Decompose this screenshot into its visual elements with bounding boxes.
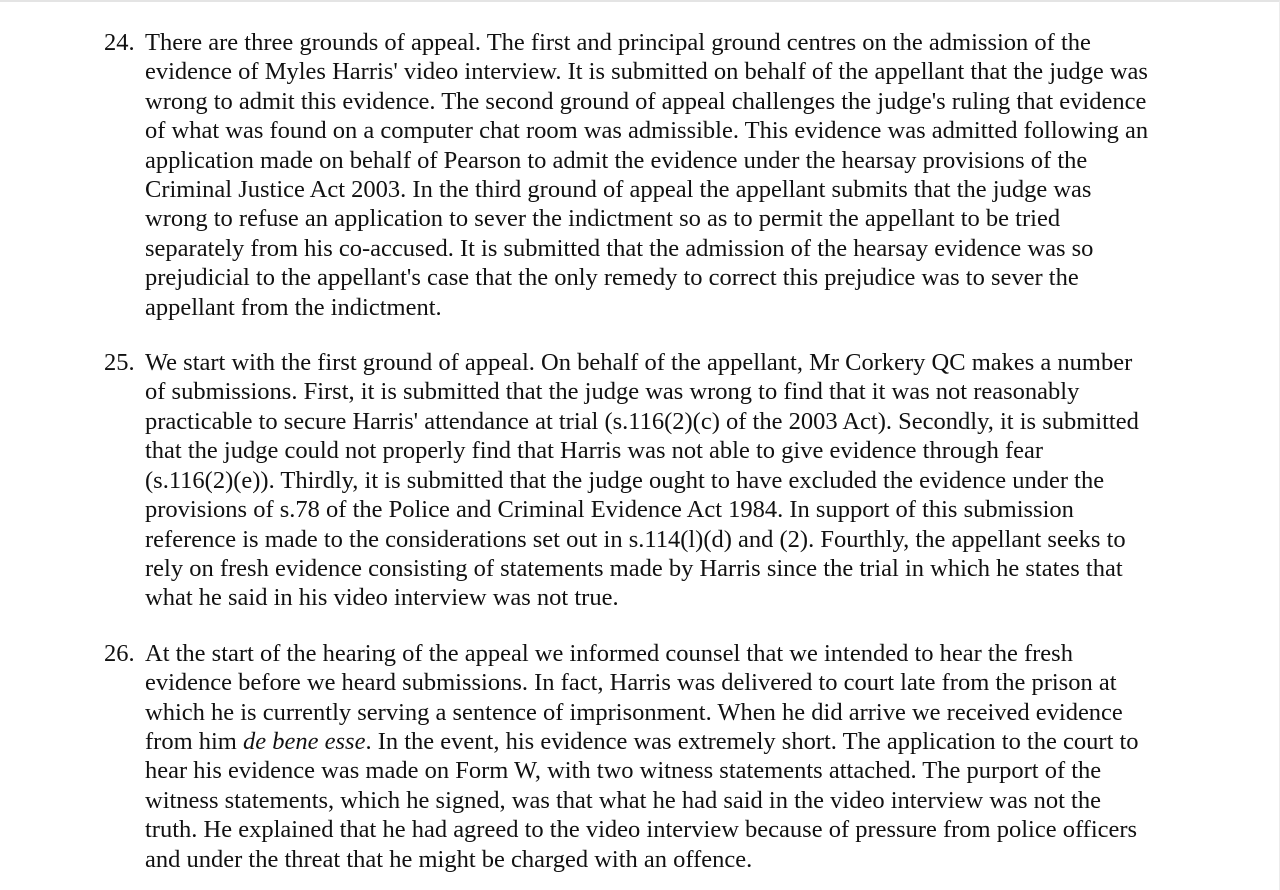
text-line: evidence of Myles Harris' video interview. It is submitted on behalf of the appellant that the judge was [145,58,1148,86]
text-line: prejudicial to the appellant's case that the only remedy to correct this prejudice was to sever the [145,264,1079,292]
judgment-text [104,28,1204,890]
text-line: rely on fresh evidence consisting of statements made by Harris since the trial in which he states that [145,554,1123,582]
text-line: hear his evidence was made on Form W, with two witness statements attached. The purport of the [145,757,1102,785]
text-line: what he said in his video interview was not true. [145,584,619,612]
text-line: wrong to admit this evidence. The second ground of appeal challenges the judge's ruling that evidence [145,87,1147,115]
paragraph-number: 26. [104,639,135,667]
text-line: witness statements, which he signed, was that what he had said in the video interview was not the [145,786,1101,814]
text-line: We start with the first ground of appeal. On behalf of the appellant, Mr Corkery QC makes a number [145,349,1133,377]
text-line: (s.116(2)(e)). Thirdly, it is submitted that the judge ought to have excluded the evidence under the [145,466,1105,494]
paragraph-body [145,348,1204,613]
text-line: truth. He explained that he had agreed to the video interview because of pressure from police officers [145,816,1138,844]
text-line: evidence before we heard submissions. In fact, Harris was delivered to court late from the prison at [145,669,1117,697]
paragraph-body [145,28,1204,322]
text-line: of submissions. First, it is submitted that the judge was wrong to find that it was not reasonably [145,378,1080,406]
paragraph-24 [104,28,1204,322]
paragraph-number: 25. [104,349,135,377]
paragraph-25 [104,348,1204,613]
paragraph-26 [104,639,1204,874]
text-line: provisions of s.78 of the Police and Criminal Evidence Act 1984. In support of this submission [145,496,1074,524]
text-line: reference is made to the considerations set out in s.114(l)(d) and (2). Fourthly, the appellant seeks to [145,525,1126,553]
text-line [145,727,1204,756]
text-fragment: from him [145,727,243,755]
text-line: wrong to refuse an application to sever the indictment so as to permit the appellant to be tried [145,205,1061,233]
text-line: and under the threat that he might be charged with an offence. [145,845,753,873]
text-line: appellant from the indictment. [145,293,442,321]
text-line: At the start of the hearing of the appeal we informed counsel that we intended to hear the fresh [145,639,1073,667]
text-fragment: . In the event, his evidence was extremely short. The application to the court to [365,727,1139,755]
paragraph-body [145,639,1204,874]
text-line: which he is currently serving a sentence of imprisonment. When he did arrive we received evidence [145,698,1123,726]
text-line: that the judge could not properly find that Harris was not able to give evidence through fear [145,437,1044,465]
text-line: of what was found on a computer chat room was admissible. This evidence was admitted following an [145,117,1149,145]
text-line: Criminal Justice Act 2003. In the third ground of appeal the appellant submits that the judge was [145,176,1092,204]
text-line: practicable to secure Harris' attendance at trial (s.116(2)(c) of the 2003 Act). Secondly, it is submitted [145,407,1139,435]
text-line: application made on behalf of Pearson to admit the evidence under the hearsay provisions of the [145,146,1088,174]
paragraph-number: 24. [104,29,135,56]
text-line: separately from his co-accused. It is submitted that the admission of the hearsay evidence was so [145,234,1094,262]
latin-phrase: de bene esse [243,727,366,755]
text-line: There are three grounds of appeal. The first and principal ground centres on the admission of the [145,29,1091,56]
